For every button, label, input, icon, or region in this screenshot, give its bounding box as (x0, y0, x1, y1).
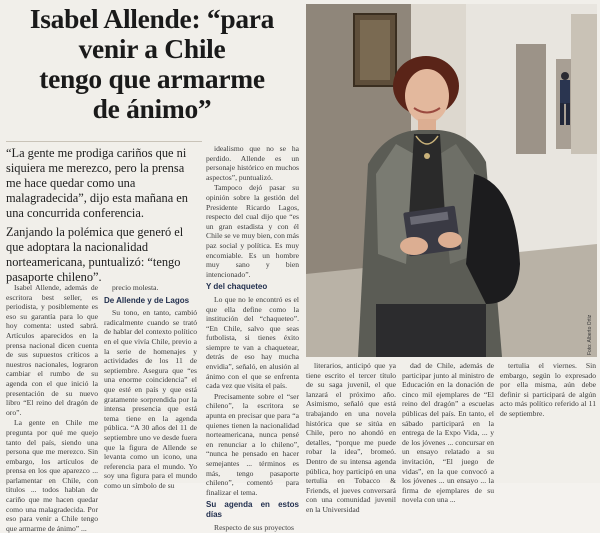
author-photo (306, 4, 597, 357)
paragraph: Su tono, en tanto, cambió radicalmente cuando se trató de hablar del contexto político en el que vivía Chile, previo a la serie de homenajes y actividades de los 11 de septiembre. Asegura que “es una enorme coincidencia” el que esté en país y que está gratamente sorprendida por la intensa presencia que está tema tiene en la agenda pública. “A 30 años del 11 de septiembre uno ve desde fuera que la figura de Allende se levanta como un icono, una referencia para el mundo. Yo soy una figura para el mundo como un símbolo de su (104, 308, 197, 490)
paragraph: dad de Chile, además de participar junto al ministro de Educación en la donación de cinco mil ejemplares de “El reino del dragón” a escuelas públicas del país. En tanto, el sábado participará en la entrega de la Expo Vida, ... y de los jóvenes ... concursar en un ensayo relatado a su invitación, “El juego de vidas”, en la que convocó a los jóvenes ... un ensayo ... la firma de ejemplares de su novela con una ... (402, 361, 494, 505)
paragraph: precio molesta. (112, 283, 159, 292)
headline-line: de ánimo” (92, 93, 212, 124)
headline-line: venir a Chile (78, 33, 226, 64)
paragraph: literarios, anticipó que ya tiene escrito el tercer título de su saga juvenil, el que lanzará el próximo año. Asimismo, señaló que está trabajando en una novela histórica que se sitúa en Chile, pero no ahondó en detalles, “porque me puede robar la idea”, bromeó. Dentro de su intensa agenda pública, hoy participó en una tertulia en Tobacco & Friends, el jueves conversará con una comunidad juvenil en la Universidad (306, 361, 396, 514)
article-column-6 (500, 361, 596, 479)
author-photo-illustration (306, 4, 597, 357)
headline-line: Isabel Allende: “para (29, 3, 275, 34)
article-headline (6, 4, 298, 124)
paragraph: idealismo que no se ha perdido. Allende es un personaje histórico en muchos aspectos”, puntualizó. (206, 144, 299, 182)
headline-divider (6, 141, 202, 142)
lead-second: Zanjando la polémica que generó el que adoptara la nacionalidad norteamericana, puntualizó: “tengo pasaporte chileno”. (6, 225, 184, 284)
article-column-1 (6, 283, 98, 533)
paragraph: Precisamente sobre el “ser chileno”, la escritora se apunta en precisar que para “a quienes tienen la nacionalidad norteamericana, nunca pensé en renunciar a lo chileno”, “nunca he pensado en hacer semejantes ... términos es más, tengo pasaporte chileno”, comentó para finalizar el tema. (206, 391, 299, 497)
paragraph: La gente en Chile me pregunta por qué me quejo tanto del país, siendo una persona que me merezco. Sin embargo, los artículos de prensa en los que aparezco ... parlamentar en Chile, con títulos ... todos hablan de cariño que me hacen quedar como una malagradecida. Por eso para venir a Chile tengo que armarme de ánimo” ... (6, 418, 98, 533)
paragraph: Respecto de sus proyectos (214, 522, 294, 532)
paragraph: Lo que no le encontró es el que ella define como la institución del “chaqueteo”. “En Chile, salvo que seas futbolista, si tienes éxito siempre te van a chaquetear, detrás de eso hay mucha envidia”, señaló, en alusión al ánimo con el que se enfrenta cada vez que visita el país. (206, 294, 299, 391)
photo-credit: Foto: Alberto Ortiz (587, 314, 593, 355)
subheading: Y del chaqueteo (206, 282, 268, 292)
article-column-4 (306, 361, 396, 514)
subheading: De Allende y de Lagos (104, 295, 190, 305)
article-column-5 (402, 361, 494, 505)
lead-quote: “La gente me prodiga cariños que ni siquiera me merezco, pero la prensa me hace quedar como una malagradecida”, dijo esta mañana en una concurrida conferencia. (6, 146, 188, 220)
paragraph: tertulia el viernes. Sin embargo, según lo expresado por ella misma, aún debe definir si participará de algún acto más político referido al 11 de septiembre. (500, 361, 596, 418)
headline-line: tengo que armarme (39, 63, 265, 94)
article-column-2 (104, 283, 197, 490)
paragraph: Tampoco dejó pasar su opinión sobre la gestión del Presidente Ricardo Lagos, respecto del cual dijo que “es un gran estadista y con él Chile se ve muy bien, con más paz social y política. Es muy encomiable. Es un hombre muy sano y bien intencionado”. (206, 183, 300, 279)
article-lead (6, 146, 202, 289)
paragraph: Isabel Allende, además de escritora best seller, es periodista, y posiblemente es eso su garantía para lo que hoy comenta: usted sabrá. Artículos aparecidos en la prensa nacional dicen cuenta de sus supuestos críticos a nuestros nacionales, lograron cambiar el rumbo de su agenda con el que inició la presentación de su nuevo libro “El reino del dragón de oro”. (6, 283, 98, 417)
article-column-3 (206, 144, 300, 532)
subheading: Su agenda en estos días (206, 500, 299, 519)
